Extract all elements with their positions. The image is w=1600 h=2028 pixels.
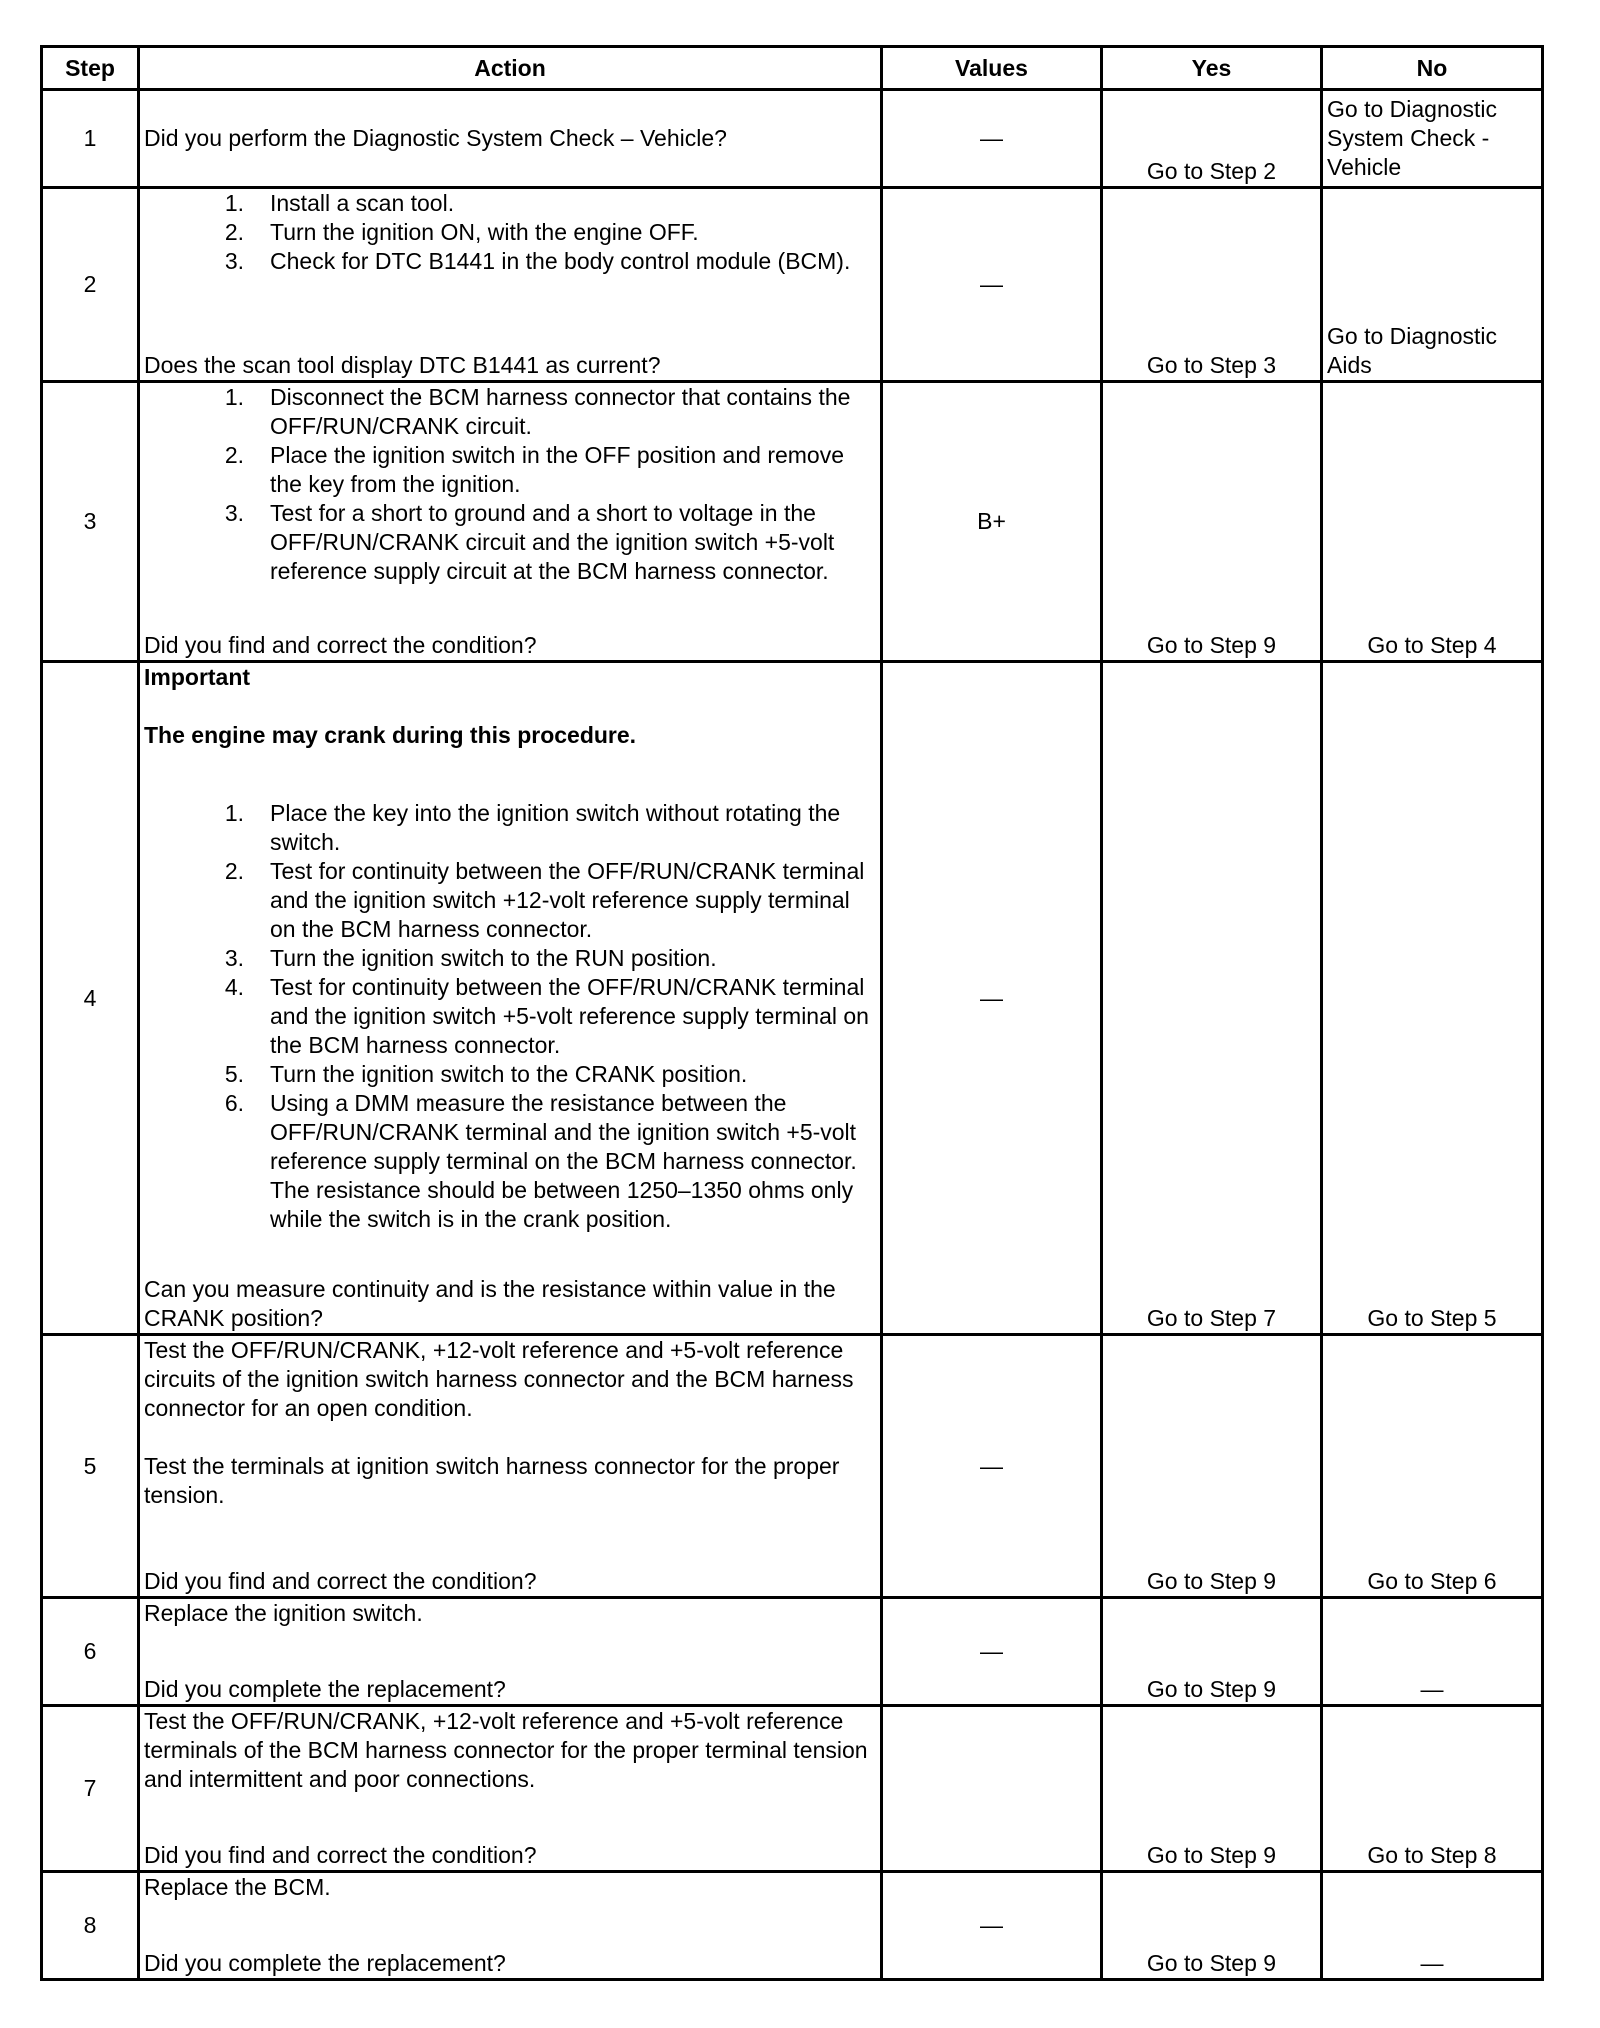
action-cell <box>139 90 882 188</box>
question-text: Did you find and correct the condition? <box>144 632 537 658</box>
question-text: Did you complete the replacement? <box>144 1676 506 1702</box>
list-item: 3. Check for DTC B1441 in the body control module (BCM). <box>224 248 851 274</box>
procedure-list <box>144 799 876 1234</box>
list-item: 1. Install a scan tool. <box>224 190 455 216</box>
table-row <box>42 382 1543 662</box>
list-item: 2. Turn the ignition ON, with the engine OFF. <box>224 219 699 245</box>
question-text: Did you find and correct the condition? <box>144 1568 537 1594</box>
yes-cell: Go to Step 2 <box>1102 90 1322 188</box>
values-cell: — <box>882 662 1102 1335</box>
list-item: 4. Test for continuity between the OFF/RUN/CRANK terminal and the ignition switch +5-volt reference supply terminal on the BCM harness connector. <box>224 974 869 1058</box>
procedure-list <box>144 383 876 586</box>
values-cell: — <box>882 1872 1102 1980</box>
yes-cell: Go to Step 3 <box>1102 188 1322 382</box>
list-item: 2. Place the ignition switch in the OFF position and remove the key from the ignition. <box>224 442 845 497</box>
question-text: Can you measure continuity and is the resistance within value in the CRANK position? <box>144 1276 836 1331</box>
action-cell <box>139 1706 882 1872</box>
no-cell: Go to Diagnostic Aids <box>1322 188 1543 382</box>
action-cell <box>139 1872 882 1980</box>
list-item: 1. Place the key into the ignition switch without rotating the switch. <box>224 800 841 855</box>
header-no: No <box>1322 47 1543 90</box>
header-row <box>42 47 1543 90</box>
table-row <box>42 1872 1543 1980</box>
question-text: Does the scan tool display DTC B1441 as current? <box>144 352 661 378</box>
header-action: Action <box>139 47 882 90</box>
action-paragraph: Test the terminals at ignition switch harness connector for the proper tension. <box>144 1453 840 1508</box>
question-text: Did you complete the replacement? <box>144 1950 506 1976</box>
no-cell: Go to Step 5 <box>1322 662 1543 1335</box>
no-cell: Go to Diagnostic System Check - Vehicle <box>1322 90 1543 188</box>
question-text: Did you perform the Diagnostic System Check – Vehicle? <box>144 125 727 151</box>
table-row <box>42 188 1543 382</box>
header-step: Step <box>42 47 139 90</box>
action-paragraph: Replace the ignition switch. <box>144 1600 423 1626</box>
values-cell: — <box>882 1335 1102 1598</box>
table-row <box>42 90 1543 188</box>
values-cell <box>882 1706 1102 1872</box>
important-text: The engine may crank during this procedure. <box>144 722 637 748</box>
question-text: Did you find and correct the condition? <box>144 1842 537 1868</box>
no-cell: — <box>1322 1872 1543 1980</box>
important-title: Important <box>144 664 251 690</box>
values-cell: B+ <box>882 382 1102 662</box>
action-cell <box>139 662 882 1335</box>
step-number: 1 <box>42 90 139 188</box>
yes-cell: Go to Step 9 <box>1102 1706 1322 1872</box>
list-item: 2. Test for continuity between the OFF/RUN/CRANK terminal and the ignition switch +12-volt reference supply terminal on the BCM harness connector. <box>224 858 865 942</box>
step-number: 8 <box>42 1872 139 1980</box>
procedure-list <box>144 189 876 276</box>
action-cell <box>139 1598 882 1706</box>
table-row <box>42 1706 1543 1872</box>
diagnostic-table <box>40 45 1544 1981</box>
values-cell: — <box>882 1598 1102 1706</box>
yes-cell: Go to Step 9 <box>1102 1598 1322 1706</box>
no-cell: Go to Step 4 <box>1322 382 1543 662</box>
yes-cell: Go to Step 9 <box>1102 382 1322 662</box>
action-cell <box>139 188 882 382</box>
table-row <box>42 1335 1543 1598</box>
action-paragraph: Test the OFF/RUN/CRANK, +12-volt reference and +5-volt reference circuits of the ignition switch harness connector and the BCM harness connector for an open condition. <box>144 1337 854 1421</box>
yes-cell: Go to Step 9 <box>1102 1335 1322 1598</box>
action-paragraph: Replace the BCM. <box>144 1874 331 1900</box>
step-number: 6 <box>42 1598 139 1706</box>
header-values: Values <box>882 47 1102 90</box>
no-cell: Go to Step 6 <box>1322 1335 1543 1598</box>
step-number: 3 <box>42 382 139 662</box>
table-row <box>42 662 1543 1335</box>
values-cell: — <box>882 90 1102 188</box>
list-item: 3. Test for a short to ground and a short to voltage in the OFF/RUN/CRANK circuit and the ignition switch +5-volt reference supply circuit at the BCM harness connector. <box>224 500 835 584</box>
table-row <box>42 1598 1543 1706</box>
action-cell <box>139 382 882 662</box>
list-item: 1. Disconnect the BCM harness connector that contains the OFF/RUN/CRANK circuit. <box>224 384 851 439</box>
step-number: 4 <box>42 662 139 1335</box>
list-item: 6. Using a DMM measure the resistance between the OFF/RUN/CRANK terminal and the ignition switch +5-volt reference supply terminal on the BCM harness connector. The resistance should be between 1250–1350 ohms only while the switch is in the crank position. <box>224 1090 857 1232</box>
step-number: 2 <box>42 188 139 382</box>
yes-cell: Go to Step 7 <box>1102 662 1322 1335</box>
no-cell: — <box>1322 1598 1543 1706</box>
step-number: 5 <box>42 1335 139 1598</box>
step-number: 7 <box>42 1706 139 1872</box>
list-item: 3. Turn the ignition switch to the RUN position. <box>224 945 717 971</box>
yes-cell: Go to Step 9 <box>1102 1872 1322 1980</box>
action-cell <box>139 1335 882 1598</box>
action-paragraph: Test the OFF/RUN/CRANK, +12-volt reference and +5-volt reference terminals of the BCM harness connector for the proper terminal tension and intermittent and poor connections. <box>144 1708 868 1792</box>
header-yes: Yes <box>1102 47 1322 90</box>
no-cell: Go to Step 8 <box>1322 1706 1543 1872</box>
list-item: 5. Turn the ignition switch to the CRANK position. <box>224 1061 748 1087</box>
values-cell: — <box>882 188 1102 382</box>
